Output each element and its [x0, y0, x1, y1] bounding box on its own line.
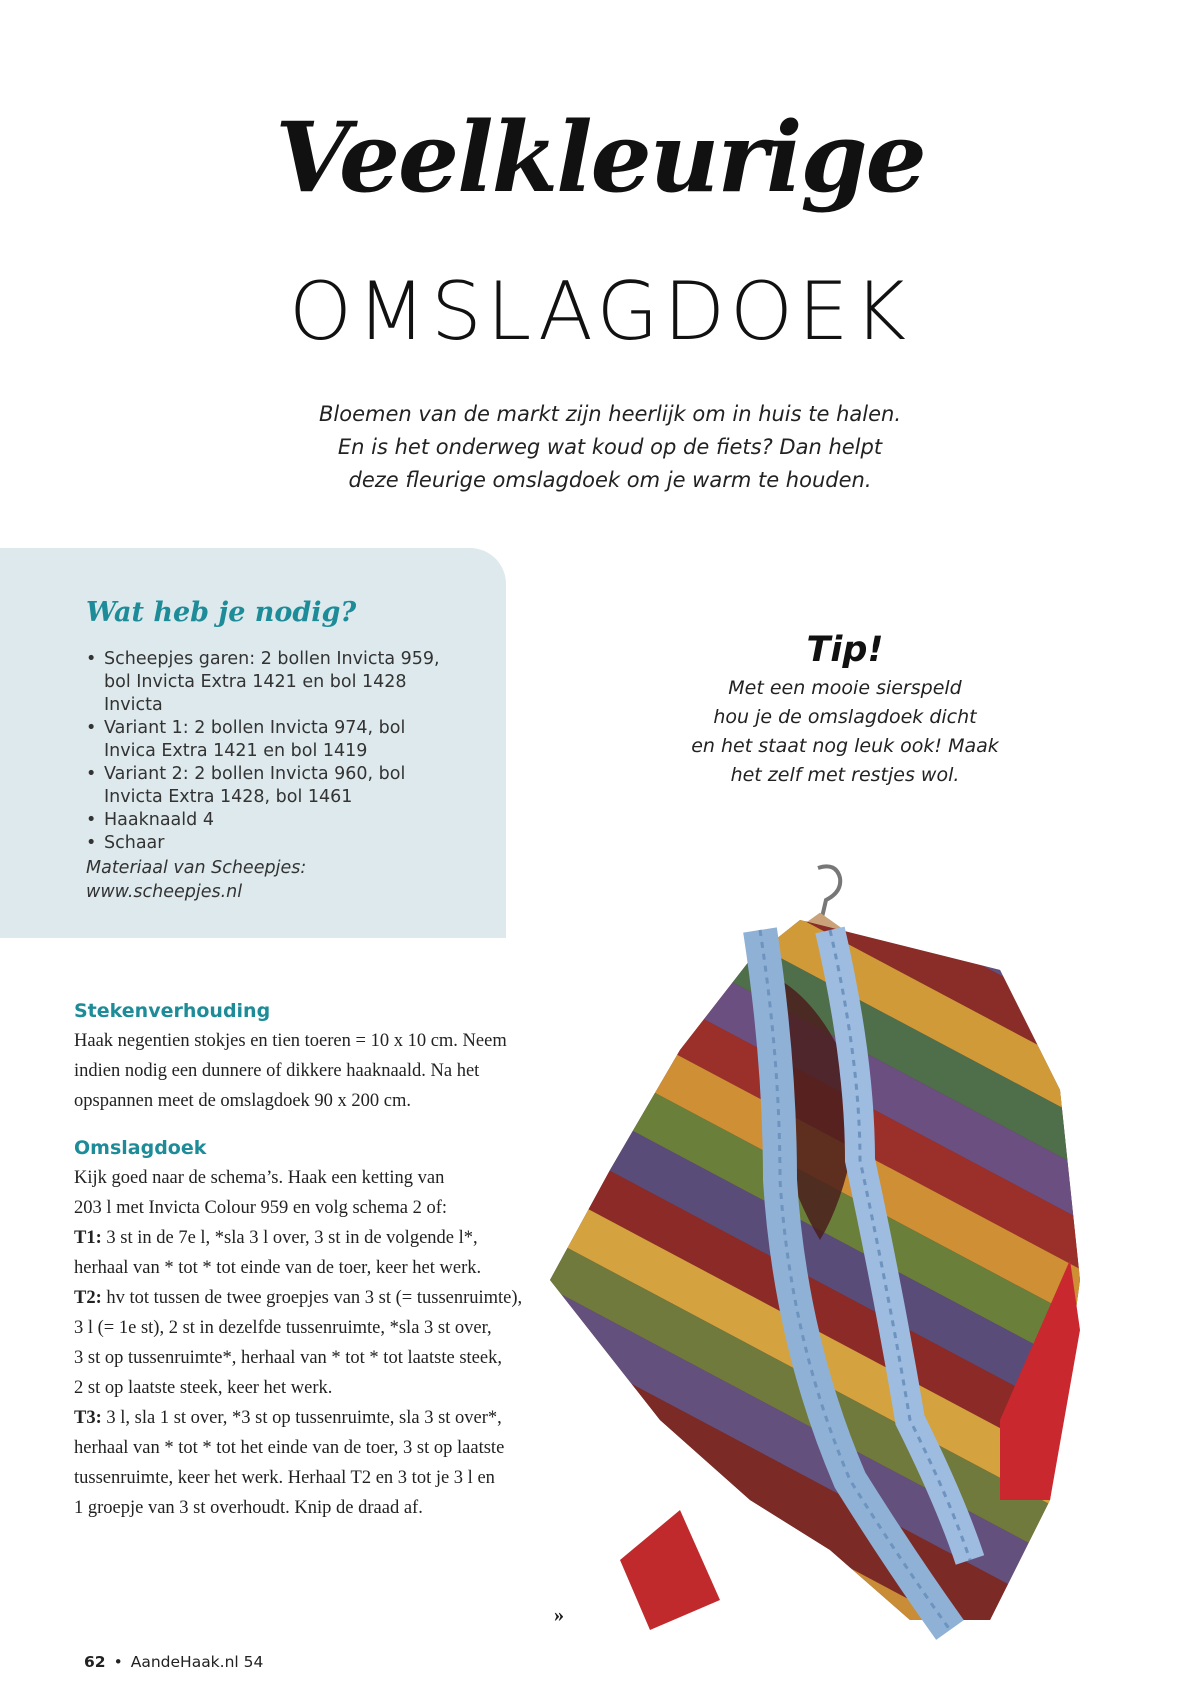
- tip-title: Tip!: [806, 630, 884, 670]
- row-label: T1:: [74, 1228, 102, 1248]
- list-item-line: Invicta Extra 1428, bol 1461: [104, 787, 353, 807]
- pattern-line: Kijk goed naar de schema’s. Haak een ketting van: [74, 1168, 445, 1188]
- row-text: 3 st in de 7e l, *sla 3 l over, 3 st in de volgende l*,: [101, 1228, 478, 1248]
- list-item-line: • Schaar: [104, 833, 165, 853]
- materials-title: Wat heb je nodig?: [86, 597, 357, 628]
- list-item-line: • Variant 2: 2 bollen Invicta 960, bol: [104, 764, 406, 784]
- row-text: hv tot tussen de twee groepjes van 3 st (= tussenruimte),: [101, 1288, 523, 1308]
- pattern-line: herhaal van * tot * tot einde van de toer, keer het werk.: [74, 1258, 482, 1278]
- list-item: [86, 809, 486, 832]
- pattern-line: 3 l (= 1e st), 2 st in dezelfde tussenruimte, *sla 3 st over,: [74, 1318, 492, 1338]
- pattern-line: 2 st op laatste steek, keer het werk.: [74, 1378, 333, 1398]
- list-item: [86, 717, 486, 763]
- row-text: 3 l, sla 1 st over, *3 st op tussenruimte, sla 3 st over*,: [101, 1408, 502, 1428]
- source-line: Materiaal van Scheepjes:: [86, 858, 307, 878]
- list-item: [86, 832, 486, 855]
- gauge-line: indien nodig een dunnere of dikkere haaknaald. Na het: [74, 1061, 480, 1081]
- list-item-line: • Variant 1: 2 bollen Invicta 974, bol: [104, 718, 406, 738]
- materials-list: [86, 648, 486, 855]
- page-footer: [84, 1653, 263, 1671]
- continue-icon: »: [554, 1604, 564, 1626]
- list-item-line: Invica Extra 1421 en bol 1419: [104, 741, 368, 761]
- title-script: Veelkleurige: [275, 101, 925, 214]
- source-link[interactable]: www.scheepjes.nl: [86, 882, 243, 902]
- intro-line: deze fleurige omslagdoek om je warm te houden.: [348, 468, 872, 492]
- pattern-heading: Omslagdoek: [74, 1137, 207, 1159]
- list-item: [86, 648, 486, 717]
- intro-line: En is het onderweg wat koud op de fiets? Dan helpt: [337, 435, 883, 459]
- pattern-text: [74, 1163, 594, 1523]
- list-item-line: • Scheepjes garen: 2 bollen Invicta 959,: [104, 649, 440, 669]
- shawl-photo: [530, 860, 1090, 1640]
- pattern-row-t3: [74, 1403, 594, 1433]
- publication-name: AandeHaak.nl 54: [130, 1653, 264, 1671]
- row-label: T2:: [74, 1288, 102, 1308]
- pattern-line: 3 st op tussenruimte*, herhaal van * tot * tot laatste steek,: [74, 1348, 502, 1368]
- tip-line: en het staat nog leuk ook! Maak: [691, 735, 999, 757]
- pattern-row-t2: [74, 1283, 594, 1313]
- list-item-line: Invicta: [104, 695, 163, 715]
- intro-text: [250, 398, 970, 497]
- list-item-line: • Haaknaald 4: [104, 810, 214, 830]
- tip-text: [660, 674, 1030, 790]
- pattern-line: 203 l met Invicta Colour 959 en volg schema 2 of:: [74, 1198, 448, 1218]
- footer-separator: •: [113, 1653, 123, 1671]
- list-item: [86, 763, 486, 809]
- shawl-red-end: [620, 1510, 720, 1630]
- gauge-line: opspannen meet de omslagdoek 90 x 200 cm.: [74, 1091, 412, 1111]
- gauge-heading: Stekenverhouding: [74, 1000, 271, 1022]
- tip-line: hou je de omslagdoek dicht: [713, 706, 977, 728]
- gauge-line: Haak negentien stokjes en tien toeren = 10 x 10 cm. Neem: [74, 1031, 507, 1051]
- pattern-line: tussenruimte, keer het werk. Herhaal T2 en 3 tot je 3 l en: [74, 1468, 495, 1488]
- tip-line: Met een mooie sierspeld: [728, 677, 962, 699]
- page-title: OMSLAGDOEK: [288, 265, 912, 358]
- list-item-line: bol Invicta Extra 1421 en bol 1428: [104, 672, 407, 692]
- pattern-line: herhaal van * tot * tot het einde van de toer, 3 st op laatste: [74, 1438, 505, 1458]
- tip-line: het zelf met restjes wol.: [730, 764, 960, 786]
- shawl-stripes: [530, 860, 1090, 1640]
- materials-source: [86, 856, 486, 904]
- pattern-line: 1 groepje van 3 st overhoudt. Knip de draad af.: [74, 1498, 423, 1518]
- page-number: 62: [84, 1653, 106, 1671]
- gauge-text: [74, 1026, 594, 1116]
- intro-line: Bloemen van de markt zijn heerlijk om in huis te halen.: [318, 402, 902, 426]
- pattern-row-t1: [74, 1223, 594, 1253]
- row-label: T3:: [74, 1408, 102, 1428]
